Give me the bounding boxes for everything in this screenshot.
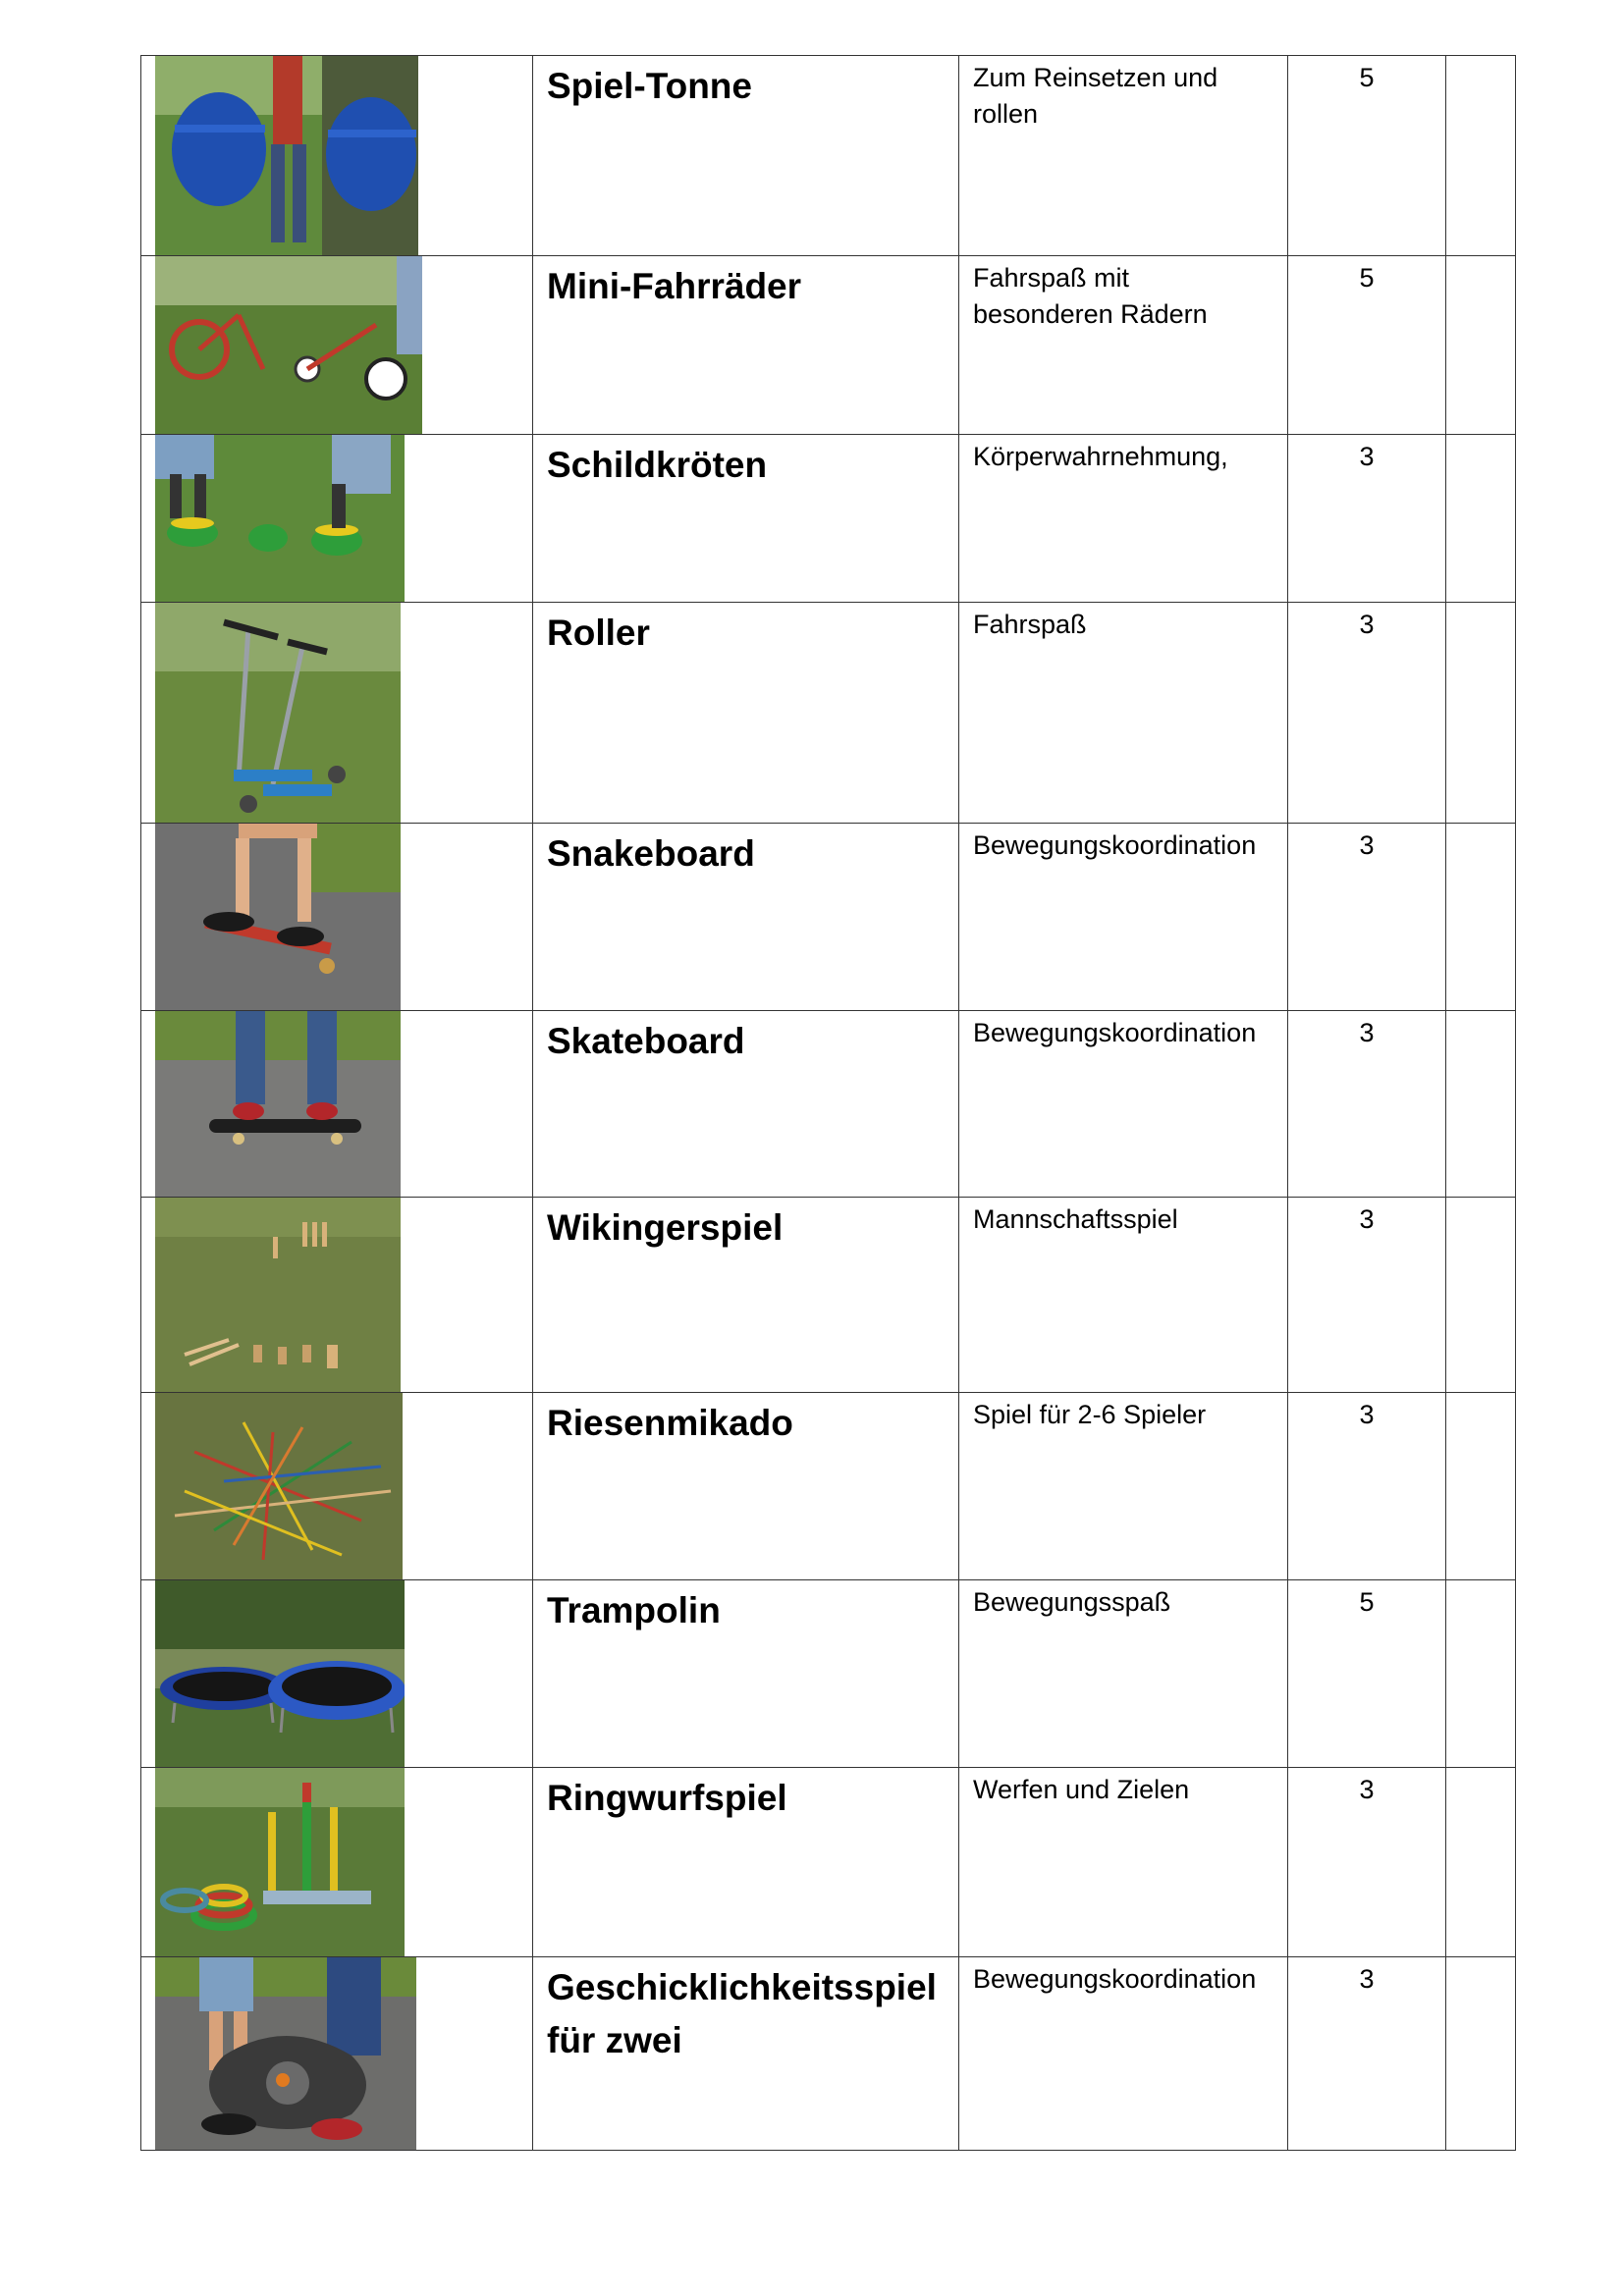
item-name: Spiel-Tonne [547, 66, 752, 106]
photo-cell [141, 603, 533, 824]
extra-cell [1446, 1011, 1516, 1198]
item-description-cell [959, 256, 1288, 435]
item-name-cell [533, 56, 959, 256]
item-quantity-cell [1288, 435, 1446, 603]
equipment-table-body [141, 56, 1516, 2151]
item-quantity: 5 [1359, 1587, 1375, 1617]
item-description: Fahrspaß mit besonderen Rädern [973, 263, 1208, 329]
item-name: Geschicklichkeitsspiel für zwei [547, 1967, 937, 2060]
table-row [141, 1768, 1516, 1957]
photo-cell [141, 824, 533, 1011]
item-description: Zum Reinsetzen und rollen [973, 63, 1218, 129]
extra-cell [1446, 1957, 1516, 2151]
extra-cell [1446, 1768, 1516, 1957]
item-quantity-cell [1288, 1580, 1446, 1768]
ring-toss-photo-icon [155, 1768, 405, 1956]
photo-cell [141, 435, 533, 603]
item-description-cell [959, 56, 1288, 256]
item-description: Bewegungskoordination [973, 1018, 1257, 1047]
item-name-cell [533, 1957, 959, 2151]
item-description-cell [959, 1393, 1288, 1580]
item-description-cell [959, 1198, 1288, 1393]
viking-game-photo-icon [155, 1198, 401, 1392]
item-name: Roller [547, 613, 650, 653]
item-description: Mannschaftsspiel [973, 1204, 1178, 1234]
item-name-cell [533, 256, 959, 435]
photo-cell [141, 1957, 533, 2151]
extra-cell [1446, 1198, 1516, 1393]
item-name-cell [533, 1198, 959, 1393]
item-quantity-cell [1288, 824, 1446, 1011]
balance-board-photo-icon [155, 1957, 416, 2150]
table-row [141, 1957, 1516, 2151]
table-row [141, 1011, 1516, 1198]
table-row [141, 603, 1516, 824]
item-name-cell [533, 1011, 959, 1198]
photo-cell [141, 256, 533, 435]
item-name: Snakeboard [547, 833, 755, 874]
item-name: Trampolin [547, 1590, 721, 1630]
item-quantity-cell [1288, 1393, 1446, 1580]
barrel-photo-icon [155, 56, 418, 255]
photo-cell [141, 1768, 533, 1957]
item-description: Körperwahrnehmung, [973, 442, 1228, 471]
item-name-cell [533, 1393, 959, 1580]
item-description-cell [959, 824, 1288, 1011]
photo-cell [141, 1198, 533, 1393]
extra-cell [1446, 1393, 1516, 1580]
item-name: Wikingerspiel [547, 1207, 784, 1248]
item-name-cell [533, 824, 959, 1011]
photo-cell [141, 1580, 533, 1768]
item-quantity: 5 [1359, 63, 1375, 92]
equipment-table [140, 55, 1516, 2151]
tricycle-photo-icon [155, 256, 422, 434]
item-description-cell [959, 1957, 1288, 2151]
table-row [141, 1580, 1516, 1768]
trampoline-photo-icon [155, 1580, 405, 1767]
item-quantity: 3 [1359, 610, 1375, 639]
table-row [141, 1198, 1516, 1393]
item-quantity-cell [1288, 1011, 1446, 1198]
item-quantity: 3 [1359, 1964, 1375, 1994]
table-row [141, 1393, 1516, 1580]
extra-cell [1446, 435, 1516, 603]
item-name-cell [533, 435, 959, 603]
giant-mikado-photo-icon [155, 1393, 403, 1579]
item-description-cell [959, 1768, 1288, 1957]
item-description-cell [959, 1580, 1288, 1768]
item-description-cell [959, 1011, 1288, 1198]
item-quantity-cell [1288, 603, 1446, 824]
item-quantity: 3 [1359, 1775, 1375, 1804]
item-name-cell [533, 1580, 959, 1768]
table-row [141, 824, 1516, 1011]
item-quantity: 3 [1359, 442, 1375, 471]
item-name-cell [533, 603, 959, 824]
table-row [141, 56, 1516, 256]
extra-cell [1446, 824, 1516, 1011]
photo-cell [141, 1011, 533, 1198]
photo-cell [141, 56, 533, 256]
item-description: Bewegungskoordination [973, 1964, 1257, 1994]
turtle-stepper-photo-icon [155, 435, 405, 602]
item-quantity: 3 [1359, 1204, 1375, 1234]
item-description: Bewegungskoordination [973, 830, 1257, 860]
scooter-photo-icon [155, 603, 401, 823]
photo-cell [141, 1393, 533, 1580]
item-description: Fahrspaß [973, 610, 1087, 639]
item-description-cell [959, 603, 1288, 824]
item-name: Skateboard [547, 1021, 745, 1061]
item-description: Spiel für 2-6 Spieler [973, 1400, 1207, 1429]
item-quantity-cell [1288, 1768, 1446, 1957]
item-quantity: 5 [1359, 263, 1375, 293]
item-description-cell [959, 435, 1288, 603]
item-name-cell [533, 1768, 959, 1957]
item-name: Riesenmikado [547, 1403, 793, 1443]
item-quantity: 3 [1359, 830, 1375, 860]
extra-cell [1446, 56, 1516, 256]
item-quantity-cell [1288, 56, 1446, 256]
extra-cell [1446, 256, 1516, 435]
extra-cell [1446, 603, 1516, 824]
extra-cell [1446, 1580, 1516, 1768]
table-row [141, 435, 1516, 603]
table-row [141, 256, 1516, 435]
item-name: Ringwurfspiel [547, 1778, 787, 1818]
item-quantity-cell [1288, 1957, 1446, 2151]
item-quantity-cell [1288, 1198, 1446, 1393]
item-quantity-cell [1288, 256, 1446, 435]
item-quantity: 3 [1359, 1018, 1375, 1047]
snakeboard-photo-icon [155, 824, 401, 1010]
item-name: Schildkröten [547, 445, 768, 485]
item-name: Mini-Fahrräder [547, 266, 802, 306]
item-description: Werfen und Zielen [973, 1775, 1190, 1804]
skateboard-photo-icon [155, 1011, 401, 1197]
item-quantity: 3 [1359, 1400, 1375, 1429]
item-description: Bewegungsspaß [973, 1587, 1171, 1617]
